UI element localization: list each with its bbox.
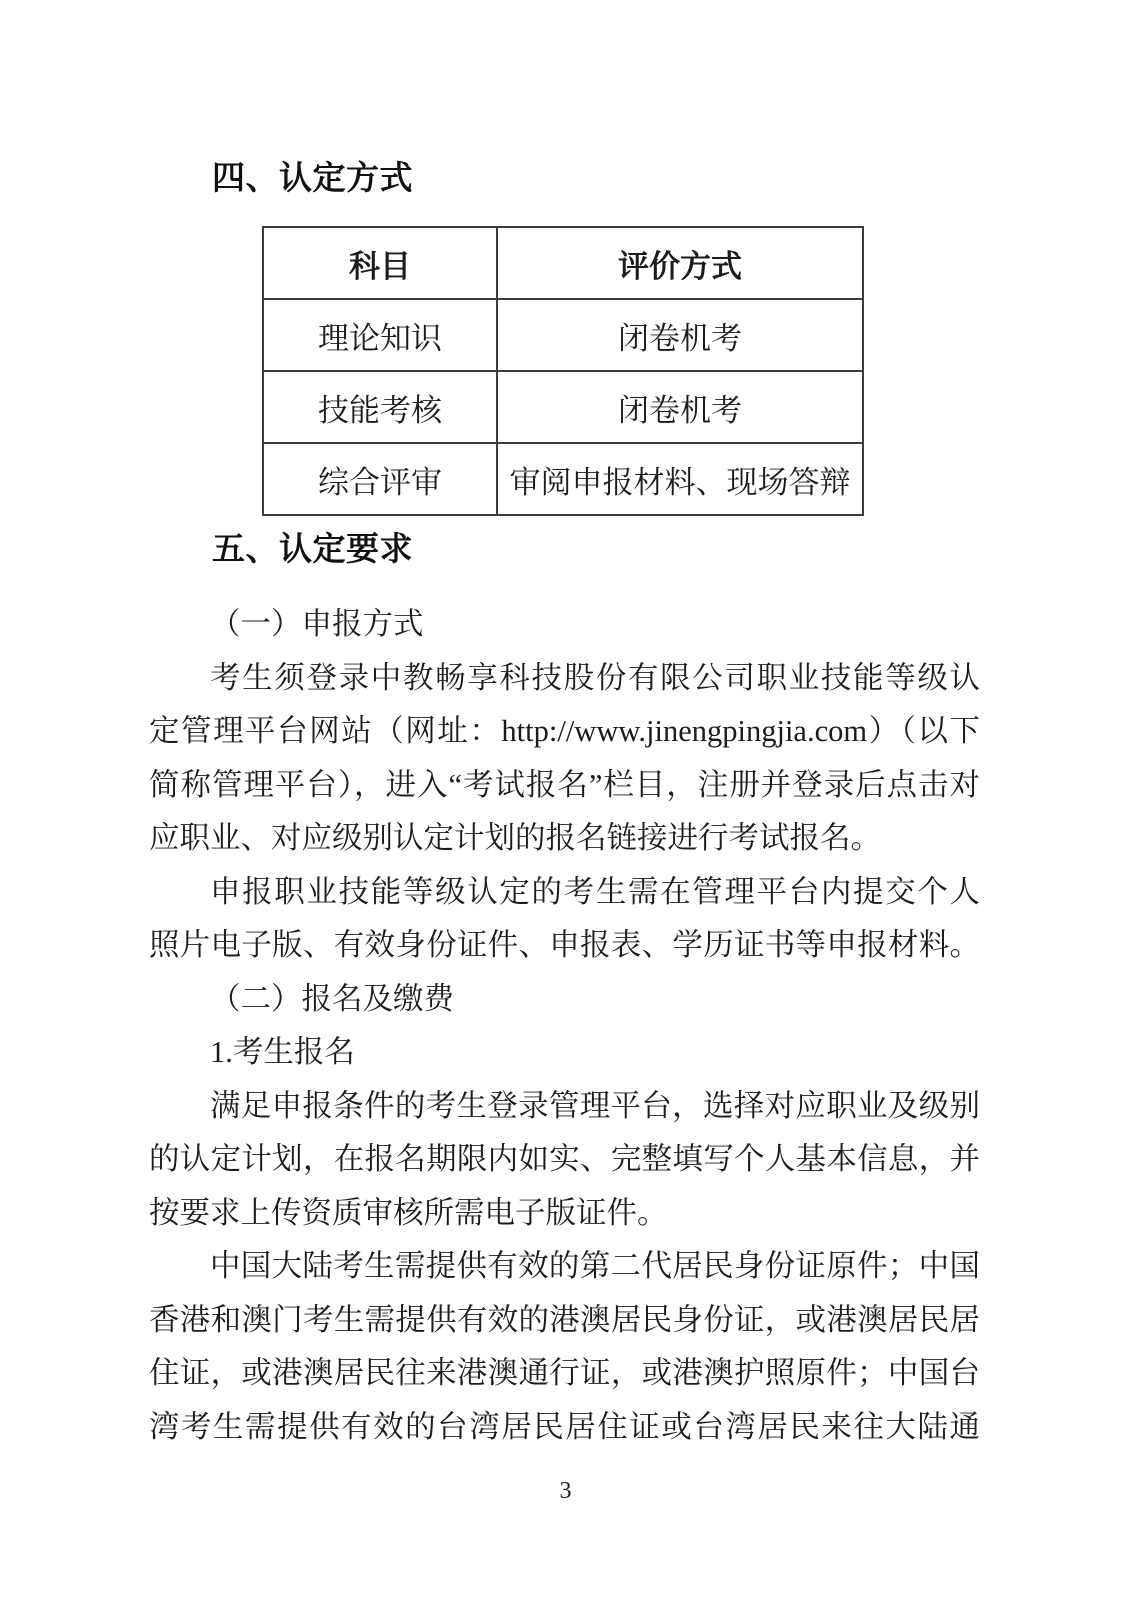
table-cell-method: 闭卷机考 bbox=[497, 371, 863, 443]
table-cell-subject: 综合评审 bbox=[263, 443, 497, 515]
body-line: 的认定计划，在报名期限内如实、完整填写个人基本信息，并 bbox=[149, 1142, 980, 1176]
section5-body bbox=[149, 598, 980, 1454]
body-line: 湾考生需提供有效的台湾居民居住证或台湾居民来往大陆通 bbox=[149, 1409, 980, 1444]
body-line: 应职业、对应级别认定计划的报名链接进行考试报名。 bbox=[149, 821, 881, 855]
table-row bbox=[263, 299, 863, 371]
body-line: 香港和澳门考生需提供有效的港澳居民身份证，或港澳居民居 bbox=[149, 1302, 980, 1337]
body-line: （二）报名及缴费 bbox=[210, 981, 454, 1016]
table-header-subject: 科目 bbox=[263, 227, 497, 299]
body-line: 中国大陆考生需提供有效的第二代居民身份证原件；中国 bbox=[210, 1249, 980, 1283]
body-line: 1.考生报名 bbox=[210, 1035, 355, 1069]
body-line: 申报职业技能等级认定的考生需在管理平台内提交个人 bbox=[210, 874, 980, 909]
table-header-row bbox=[263, 227, 863, 299]
table-cell-subject: 技能考核 bbox=[263, 371, 497, 443]
body-line: 考生须登录中教畅享科技股份有限公司职业技能等级认 bbox=[210, 660, 980, 695]
body-line: （一）申报方式 bbox=[210, 607, 424, 641]
body-line: 定管理平台网站（网址：http://www.jinengpingjia.com）（以下 bbox=[149, 714, 980, 748]
body-line: 照片电子版、有效身份证件、申报表、学历证书等申报材料。 bbox=[149, 928, 980, 962]
table-cell-method: 闭卷机考 bbox=[497, 299, 863, 371]
table-row bbox=[263, 371, 863, 443]
table-header-method: 评价方式 bbox=[497, 227, 863, 299]
section4-heading: 四、认定方式 bbox=[212, 159, 413, 196]
table-cell-subject: 理论知识 bbox=[263, 299, 497, 371]
assessment-method-table bbox=[262, 226, 864, 516]
body-line: 住证，或港澳居民往来港澳通行证，或港澳护照原件；中国台 bbox=[149, 1356, 980, 1390]
section5-heading: 五、认定要求 bbox=[212, 530, 413, 567]
body-line: 简称管理平台），进入“考试报名”栏目，注册并登录后点击对 bbox=[149, 767, 980, 802]
table-row bbox=[263, 443, 863, 515]
table-cell-method: 审阅申报材料、现场答辩 bbox=[497, 443, 863, 515]
body-line: 满足申报条件的考生登录管理平台，选择对应职业及级别 bbox=[210, 1088, 980, 1123]
body-line: 按要求上传资质审核所需电子版证件。 bbox=[149, 1195, 668, 1230]
page-number: 3 bbox=[559, 1478, 572, 1504]
